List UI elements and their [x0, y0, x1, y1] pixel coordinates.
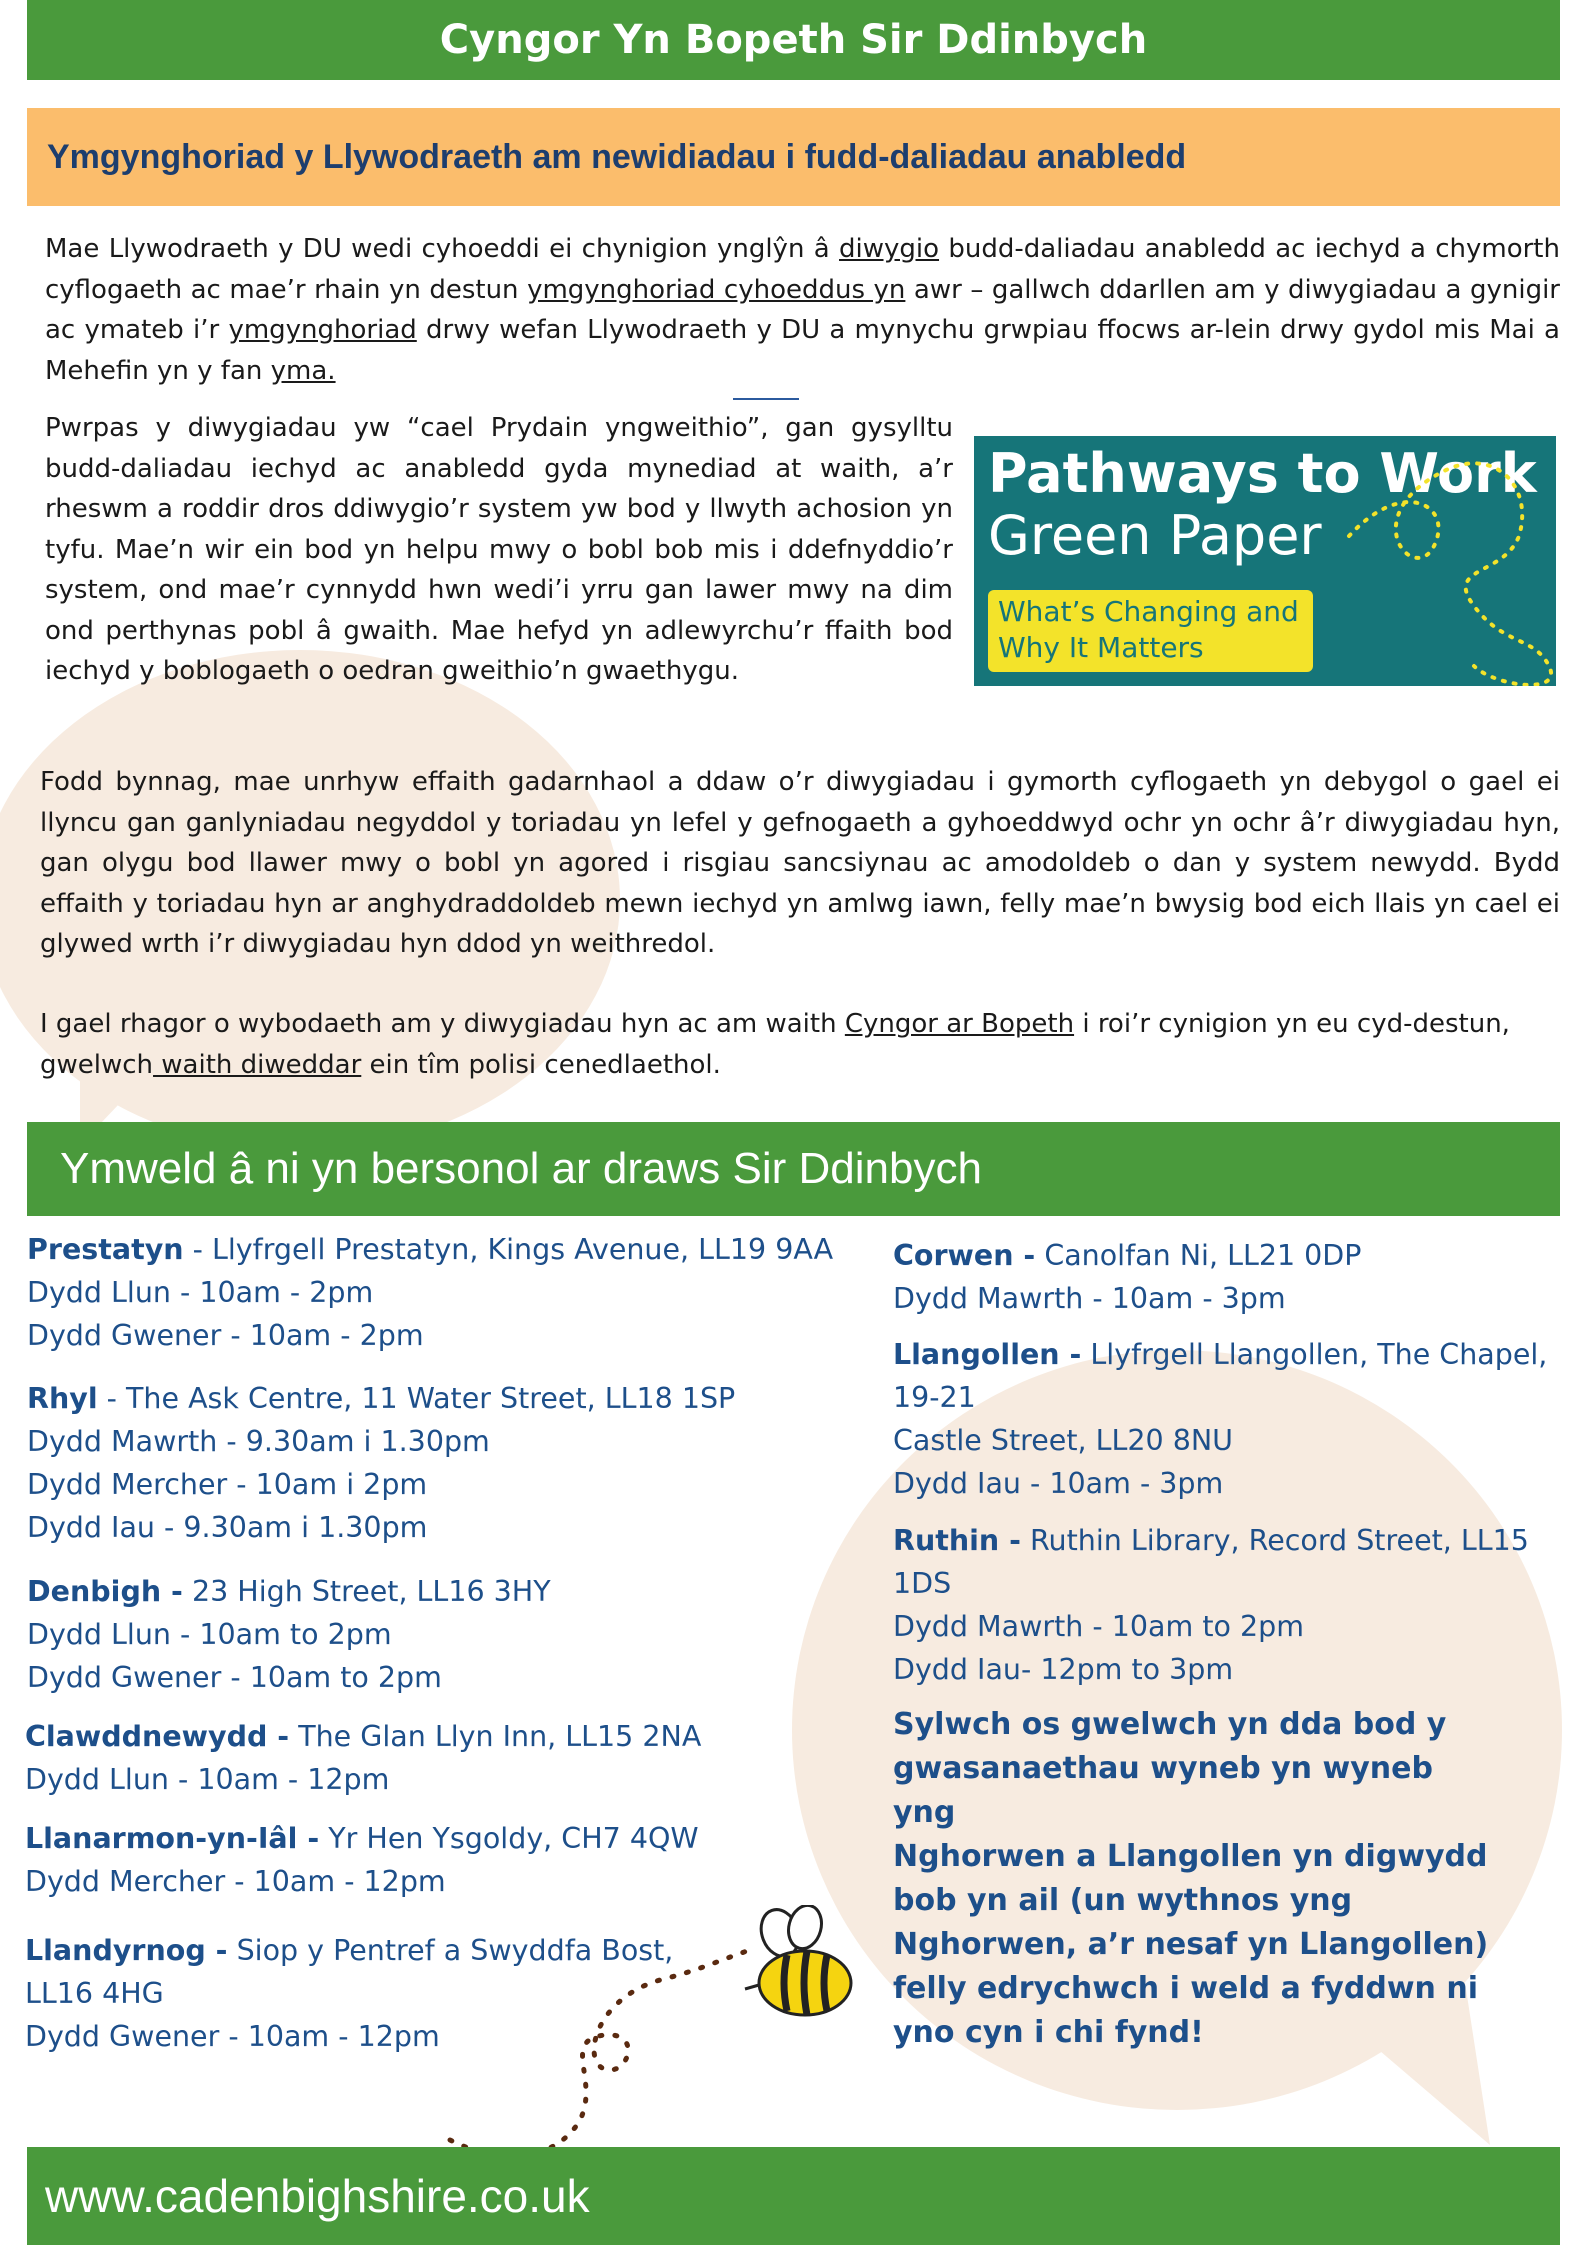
location-address-cont: 19-21: [893, 1381, 976, 1414]
location-separator: [319, 1822, 328, 1855]
p4-text-c: ein tîm polisi cenedlaethol.: [361, 1049, 721, 1080]
note-line: gwasanaethau wyneb yn wyneb yng: [893, 1751, 1433, 1830]
opening-time: Dydd Mawrth - 9.30am i 1.30pm: [27, 1425, 490, 1458]
article-paragraph-4: [40, 1004, 1560, 1085]
location-town: Corwen -: [893, 1239, 1036, 1272]
article-paragraph-2: Pwrpas y diwygiadau yw “cael Prydain yngweithio”, gan gysylltu budd-daliadau iechyd ac anabledd gyda mynediad at waith, a’r rheswm a roddir dros ddiwygio’r system yw bod y llwyth achosion yn tyfu. Mae’n wir ein bod yn helpu mwy o bobl bob mis i ddefnyddio’r system, ond mae’r cynnydd hwn wedi’i yrru gan lawer mwy na dim ond perthynas pobl â gwaith. Mae hefyd yn adlewyrchu’r ffaith bod iechyd y boblogaeth o oedran gweithio’n gwaethygu.: [45, 413, 953, 686]
footer-bar: [27, 2147, 1560, 2245]
location-address: Siop y Pentref a Swyddfa Bost,: [236, 1934, 674, 1967]
location-separator: -: [183, 1233, 212, 1266]
location-town: Llandyrnog -: [25, 1934, 228, 1967]
link-yma[interactable]: yma.: [270, 355, 336, 386]
location-corwen: [893, 1234, 1573, 1320]
opening-time: Dydd Mercher - 10am - 12pm: [25, 1865, 446, 1898]
location-rhyl: [27, 1377, 927, 1549]
location-address: Llyfrgell Prestatyn, Kings Avenue, LL19 9AA: [212, 1233, 834, 1266]
p1-text-b: budd-daliadau anabledd ac iechyd a chymorth cyflogaeth ac mae’r rhain yn destun: [45, 234, 1560, 305]
location-address: Ruthin Library, Record Street, LL15 1DS: [893, 1524, 1529, 1600]
opening-time: Dydd Gwener - 10am to 2pm: [27, 1661, 442, 1694]
location-prestatyn: [27, 1228, 927, 1357]
opening-time: Dydd Llun - 10am - 2pm: [27, 1276, 374, 1309]
article-paragraph-1: [45, 229, 1560, 391]
location-llangollen: [893, 1333, 1573, 1505]
note-line: felly edrychwch i weld a fyddwn ni: [893, 1971, 1478, 2006]
location-address-cont: LL16 4HG: [25, 1977, 164, 2010]
opening-time: Dydd Iau- 12pm to 3pm: [893, 1653, 1234, 1686]
pathways-subtitle: Green Paper: [988, 504, 1322, 567]
opening-time: Dydd Gwener - 10am - 2pm: [27, 1319, 424, 1352]
visit-heading: Ymweld â ni yn bersonol ar draws Sir Ddinbych: [60, 1144, 982, 1193]
location-address: 23 High Street, LL16 3HY: [191, 1575, 551, 1608]
location-llanarmon-yn-ial: [25, 1817, 925, 1903]
divider-line: [733, 398, 799, 400]
p1-text-c: awr – gallwch ddarllen am y diwygiadau a gynigir ac ymateb i’r: [45, 274, 1560, 345]
link-cyngor-ar-bopeth[interactable]: Cyngor ar Bopeth: [844, 1009, 1075, 1039]
visit-heading-band: [27, 1122, 1560, 1216]
location-town: Ruthin -: [893, 1524, 1021, 1557]
alternating-services-note: [893, 1703, 1493, 2055]
location-address: The Ask Centre, 11 Water Street, LL18 1SP: [126, 1382, 736, 1415]
opening-time: Dydd Gwener - 10am - 12pm: [25, 2020, 440, 2053]
location-ruthin: [893, 1519, 1573, 1691]
location-denbigh: [27, 1570, 927, 1699]
location-separator: [1021, 1524, 1030, 1557]
location-clawddnewydd: [25, 1715, 925, 1801]
location-separator: -: [97, 1382, 126, 1415]
article-heading: Ymgynghoriad y Llywodraeth am newidiadau i fudd-daliadau anabledd: [47, 137, 1187, 176]
p1-text-a: Mae Llywodraeth y DU wedi cyhoeddi ei chynigion ynglŷn â: [45, 234, 840, 264]
location-address: Llyfrgell Llangollen, The Chapel,: [1090, 1338, 1548, 1371]
note-line: Nghorwen a Llangollen yn digwydd: [893, 1839, 1488, 1874]
opening-time: Dydd Llun - 10am to 2pm: [27, 1618, 392, 1651]
opening-time: Dydd Mawrth - 10am - 3pm: [893, 1282, 1286, 1315]
location-town: Llanarmon-yn-Iâl -: [25, 1822, 320, 1855]
location-town: Denbigh -: [27, 1575, 183, 1608]
link-waith-diweddar[interactable]: waith diweddar: [153, 1049, 362, 1080]
dotted-curve-decoration: [974, 436, 1556, 686]
location-separator: [289, 1720, 298, 1753]
opening-time: Dydd Mercher - 10am i 2pm: [27, 1468, 428, 1501]
link-diwygio[interactable]: diwygio: [839, 234, 940, 264]
location-town: Clawddnewydd -: [25, 1720, 290, 1753]
note-line: Sylwch os gwelwch yn dda bod y: [893, 1707, 1447, 1742]
header-title: Cyngor Yn Bopeth Sir Ddinbych: [439, 17, 1148, 63]
article-paragraph-3: Fodd bynnag, mae unrhyw effaith gadarnhaol a ddaw o’r diwygiadau i gymorth cyflogaeth yn debygol o gael ei llyncu gan ganlyniadau negyddol y toriadau yn lefel y gefnogaeth a gyhoeddwyd ochr yn ochr â’r diwygiadau hyn, gan olygu bod llawer mwy o bobl yn agored i risgiau sancsiynau ac amodoldeb o dan y system newydd. Bydd effaith y toriadau hyn ar anghydraddoldeb mewn iechyd yn amlwg iawn, felly mae’n bwysig bod eich llais yn cael ei glywed wrth i’r diwygiadau hyn ddod yn weithredol.: [40, 767, 1560, 959]
location-address-cont: Castle Street, LL20 8NU: [893, 1424, 1234, 1457]
p1-text-d: drwy wefan Llywodraeth y DU a mynychu grwpiau ffocws ar-lein drwy gydol mis Mai a Mehefin yn y fan: [45, 315, 1560, 386]
location-separator: [183, 1575, 192, 1608]
note-line: yno cyn i chi fynd!: [893, 2015, 1204, 2050]
link-ymgynghoriad[interactable]: ymgynghoriad: [228, 315, 417, 345]
opening-time: Dydd Iau - 9.30am i 1.30pm: [27, 1511, 428, 1544]
location-town: Prestatyn: [27, 1233, 184, 1266]
pathways-title: Pathways to Work: [988, 442, 1537, 505]
p4-text-a: I gael rhagor o wybodaeth am y diwygiadau hyn ac am waith: [40, 1009, 845, 1039]
location-address: Canolfan Ni, LL21 0DP: [1044, 1239, 1362, 1272]
note-line: Nghorwen, a’r nesaf yn Llangollen): [893, 1927, 1489, 1962]
location-town: Llangollen -: [893, 1338, 1082, 1371]
location-address: Yr Hen Ysgoldy, CH7 4QW: [328, 1822, 699, 1855]
location-address: The Glan Llyn Inn, LL15 2NA: [298, 1720, 702, 1753]
article-heading-bar: [27, 108, 1560, 206]
pathways-tag-line-1: What’s Changing and: [998, 595, 1299, 628]
location-town: Rhyl: [27, 1382, 98, 1415]
opening-time: Dydd Llun - 10am - 12pm: [25, 1763, 390, 1796]
footer-website-link[interactable]: www.cadenbighshire.co.uk: [45, 2170, 590, 2222]
location-separator: [228, 1934, 237, 1967]
location-separator: [1035, 1239, 1044, 1272]
bee-icon: [735, 1905, 865, 2025]
link-ymgynghoriad-cyhoeddus[interactable]: ymgynghoriad cyhoeddus yn: [527, 274, 906, 305]
p4-text-b: i roi’r cynigion yn eu cyd-destun, gwelwch: [40, 1009, 1510, 1080]
page-header-banner: [27, 0, 1560, 80]
opening-time: Dydd Iau - 10am - 3pm: [893, 1467, 1224, 1500]
pathways-tag-line-2: Why It Matters: [998, 631, 1204, 664]
note-line: bob yn ail (un wythnos yng: [893, 1883, 1353, 1918]
opening-time: Dydd Mawrth - 10am to 2pm: [893, 1610, 1304, 1643]
pathways-to-work-image: [974, 436, 1556, 686]
